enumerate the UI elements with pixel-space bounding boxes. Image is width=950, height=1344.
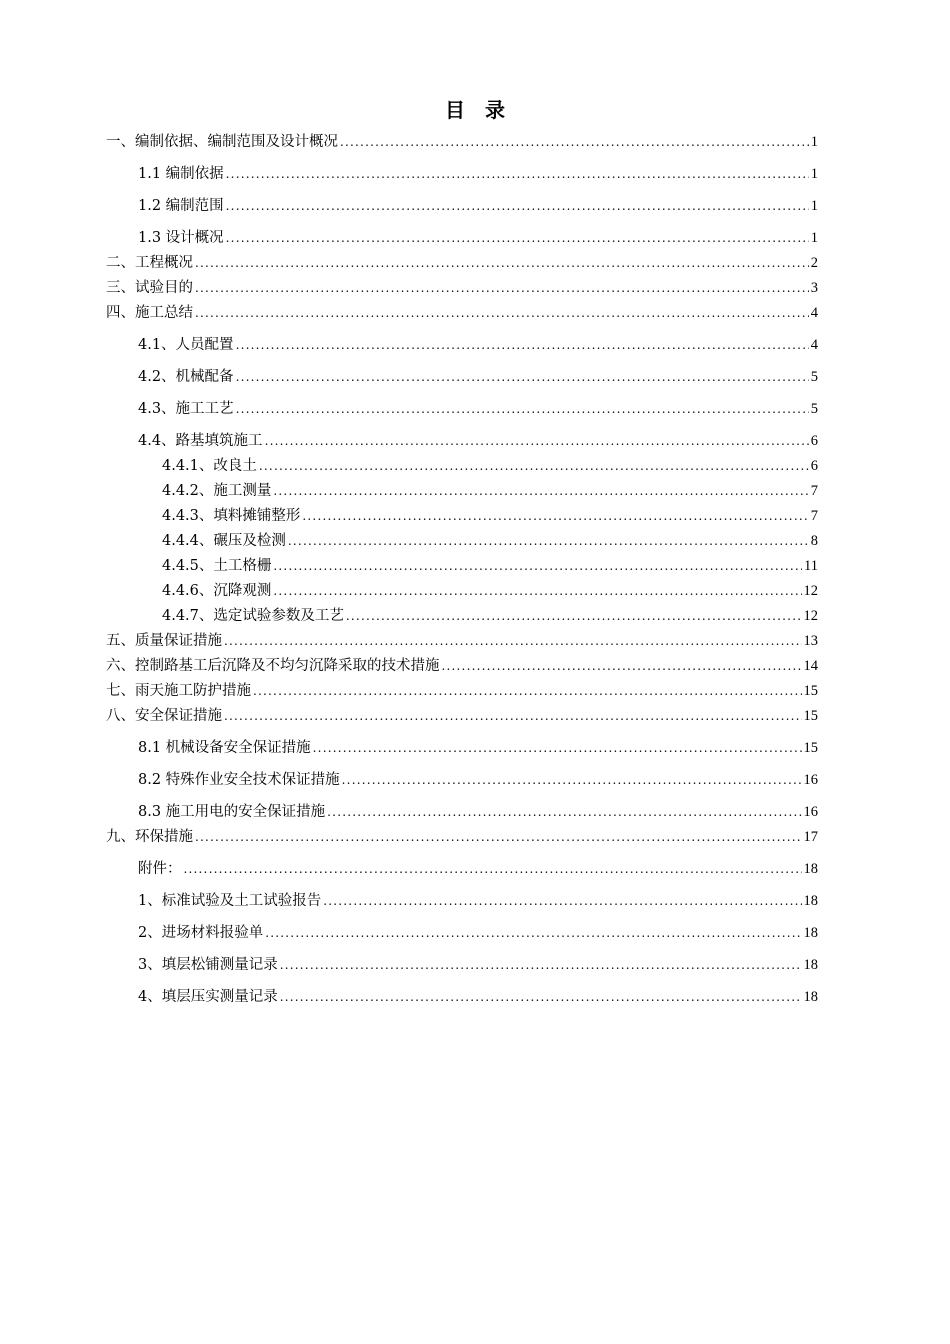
leader-dots (280, 987, 802, 1007)
toc-entry-label: 六、控制路基工后沉降及不均匀沉降采取的技术措施 (106, 658, 440, 674)
toc-entry[interactable] (138, 987, 818, 1007)
leader-dots (226, 196, 809, 216)
toc-entry[interactable] (106, 278, 818, 298)
toc-entry-label: 8.3 施工用电的安全保证措施 (138, 804, 326, 820)
toc-entry-page: 4 (810, 305, 818, 321)
leader-dots (346, 606, 802, 626)
toc-entry[interactable] (162, 556, 818, 576)
toc-entry[interactable] (138, 770, 818, 790)
toc-entry[interactable] (106, 681, 818, 701)
toc-entry-label: 1.1 编制依据 (138, 166, 224, 182)
toc-entry[interactable] (138, 228, 818, 248)
leader-dots (273, 481, 808, 501)
toc-entry-page: 8 (810, 533, 818, 549)
toc-entry-label: 4.4、路基填筑施工 (138, 433, 263, 449)
toc-entry-page: 18 (803, 925, 818, 941)
toc-entry-label: 七、雨天施工防护措施 (106, 683, 251, 699)
toc-entry-page: 1 (810, 230, 818, 246)
toc-entry-page: 17 (803, 829, 818, 845)
leader-dots (442, 656, 802, 676)
toc-entry[interactable] (106, 827, 818, 847)
leader-dots (253, 681, 802, 701)
toc-entry-page: 15 (803, 708, 818, 724)
toc-entry-label: 4.4.1、改良土 (162, 458, 257, 474)
toc-entry-page: 6 (810, 458, 818, 474)
leader-dots (195, 253, 809, 273)
leader-dots (184, 859, 802, 879)
toc-entry[interactable] (138, 164, 818, 184)
toc-entry[interactable] (138, 367, 818, 387)
toc-entry-label: 4.4.5、土工格栅 (162, 558, 272, 574)
toc-entry-page: 13 (803, 633, 818, 649)
toc-entry-page: 1 (810, 134, 818, 150)
toc-entry-page: 2 (810, 255, 818, 271)
toc-entry-page: 16 (803, 772, 818, 788)
toc-entry-page: 18 (803, 989, 818, 1005)
toc-entry-label: 一、编制依据、编制范围及设计概况 (106, 134, 338, 150)
toc-entry-page: 12 (803, 583, 818, 599)
toc-entry-label: 4.4.7、选定试验参数及工艺 (162, 608, 344, 624)
toc-entry-page: 15 (803, 683, 818, 699)
toc-entry-label: 3、填层松铺测量记录 (138, 957, 278, 973)
toc-entry-page: 1 (810, 166, 818, 182)
leader-dots (224, 631, 802, 651)
leader-dots (313, 738, 802, 758)
toc-entry[interactable] (162, 581, 818, 601)
page-title: 目 录 (445, 98, 505, 122)
leader-dots (226, 164, 809, 184)
leader-dots (280, 955, 802, 975)
leader-dots (273, 581, 801, 601)
toc-entry[interactable] (106, 253, 818, 273)
toc-entry-label: 2、进场材料报验单 (138, 925, 264, 941)
toc-entry-label: 4.1、人员配置 (138, 337, 234, 353)
toc-entry-label: 附件： (138, 861, 182, 877)
leader-dots (236, 399, 809, 419)
toc-entry-page: 15 (803, 740, 818, 756)
toc-entry-label: 4、填层压实测量记录 (138, 989, 278, 1005)
toc-entry-page: 1 (810, 198, 818, 214)
leader-dots (236, 335, 809, 355)
toc-entry[interactable] (106, 631, 818, 651)
toc-entry-page: 4 (810, 337, 818, 353)
leader-dots (195, 278, 809, 298)
toc-entry[interactable] (162, 531, 818, 551)
toc-entry-page: 6 (810, 433, 818, 449)
leader-dots (327, 802, 801, 822)
toc-entry-label: 三、试验目的 (106, 280, 193, 296)
leader-dots (273, 556, 802, 576)
leader-dots (288, 531, 809, 551)
toc-entry[interactable] (106, 132, 818, 152)
toc-entry[interactable] (162, 606, 818, 626)
toc-entry[interactable] (106, 303, 818, 323)
leader-dots (226, 228, 809, 248)
toc-entry-page: 16 (803, 804, 818, 820)
toc-entry-label: 1.2 编制范围 (138, 198, 224, 214)
toc-entry-label: 二、工程概况 (106, 255, 193, 271)
toc-entry[interactable] (138, 399, 818, 419)
toc-entry-page: 3 (810, 280, 818, 296)
toc-entry[interactable] (138, 802, 818, 822)
toc-entry-page: 7 (810, 508, 818, 524)
toc-entry-page: 12 (803, 608, 818, 624)
toc-entry[interactable] (138, 923, 818, 943)
leader-dots (195, 827, 802, 847)
toc-entry[interactable] (138, 431, 818, 451)
toc-entry[interactable] (138, 859, 818, 879)
leader-dots (195, 303, 809, 323)
toc-entry[interactable] (162, 456, 818, 476)
toc-entry[interactable] (138, 891, 818, 911)
toc-entry-page: 18 (803, 861, 818, 877)
leader-dots (259, 456, 809, 476)
toc-entry-label: 4.4.3、填料摊铺整形 (162, 508, 301, 524)
toc-entry[interactable] (138, 738, 818, 758)
leader-dots (265, 923, 801, 943)
toc-entry-page: 18 (803, 893, 818, 909)
leader-dots (342, 770, 802, 790)
toc-entry-label: 4.4.2、施工测量 (162, 483, 272, 499)
toc-entry-label: 4.2、机械配备 (138, 369, 234, 385)
leader-dots (302, 506, 808, 526)
toc-entry[interactable] (138, 955, 818, 975)
toc-entry-page: 7 (810, 483, 818, 499)
toc-entry[interactable] (106, 706, 818, 726)
toc-entry-label: 九、环保措施 (106, 829, 193, 845)
toc-entry[interactable] (162, 481, 818, 501)
toc-entry-page: 5 (810, 401, 818, 417)
toc-entry-label: 五、质量保证措施 (106, 633, 222, 649)
toc-entry-label: 4.4.6、沉降观测 (162, 583, 272, 599)
toc-entry-label: 4.3、施工工艺 (138, 401, 234, 417)
leader-dots (323, 891, 801, 911)
toc-entry-label: 8.1 机械设备安全保证措施 (138, 740, 311, 756)
toc-entry-page: 18 (803, 957, 818, 973)
toc-entry-page: 11 (804, 558, 818, 574)
toc-entry-label: 八、安全保证措施 (106, 708, 222, 724)
toc-entry-page: 14 (803, 658, 818, 674)
toc-entry-label: 1.3 设计概况 (138, 230, 224, 246)
toc-entry[interactable] (162, 506, 818, 526)
toc-entry-label: 4.4.4、碾压及检测 (162, 533, 286, 549)
toc-entry[interactable] (138, 335, 818, 355)
leader-dots (224, 706, 802, 726)
toc-entry-page: 5 (810, 369, 818, 385)
toc-entry-label: 四、施工总结 (106, 305, 193, 321)
toc-entry-label: 8.2 特殊作业安全技术保证措施 (138, 772, 340, 788)
leader-dots (340, 132, 809, 152)
leader-dots (236, 367, 809, 387)
toc-entry[interactable] (138, 196, 818, 216)
toc-entry[interactable] (106, 656, 818, 676)
leader-dots (265, 431, 809, 451)
toc-entry-label: 1、标准试验及土工试验报告 (138, 893, 322, 909)
